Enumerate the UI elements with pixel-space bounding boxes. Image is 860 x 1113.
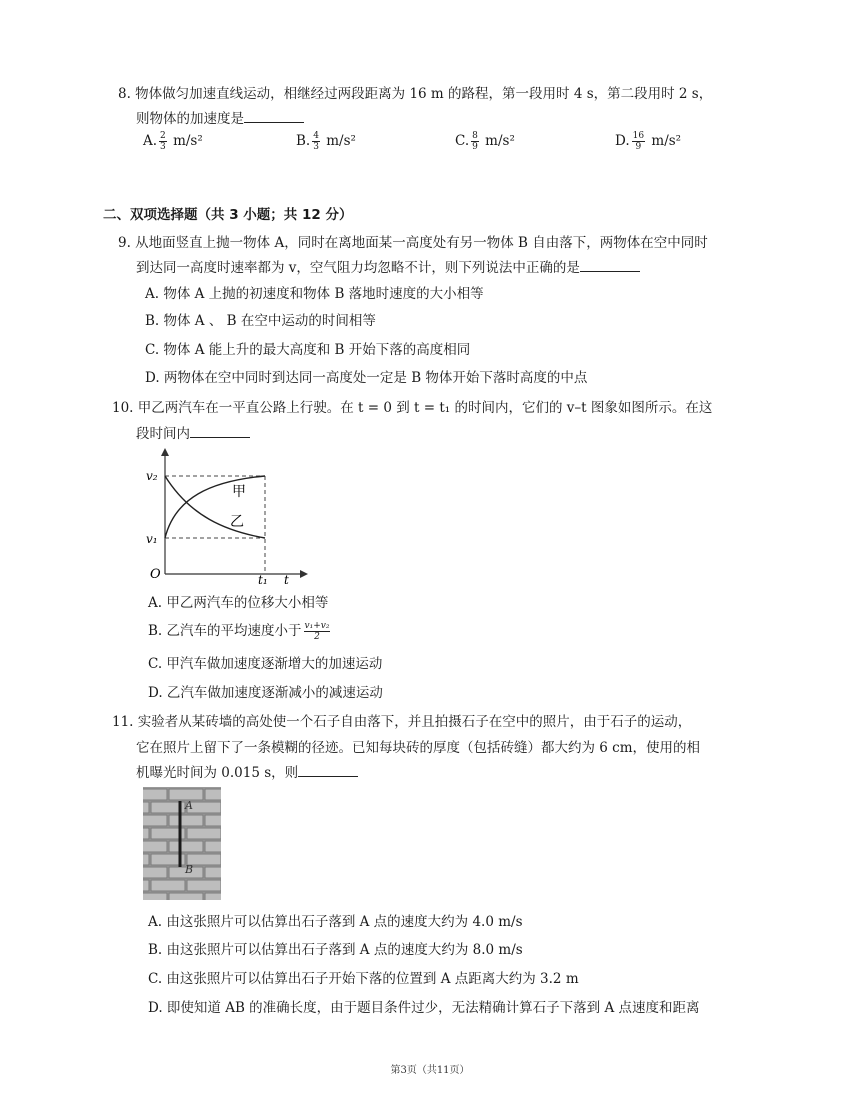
q8-answer-blank[interactable] — [244, 108, 304, 123]
q8-option-c-unit: m/s² — [485, 133, 515, 149]
label-v2: v₂ — [146, 469, 158, 483]
q11-option-c[interactable]: C. 由这张照片可以估算出石子开始下落的位置到 A 点距离大约为 3.2 m — [148, 971, 579, 987]
q8-option-b-unit: m/s² — [326, 133, 356, 149]
q8-option-a-unit: m/s² — [173, 133, 203, 149]
q11-brick-wall-photo — [143, 787, 221, 900]
label-v1: v₁ — [146, 532, 158, 546]
q10-option-c[interactable]: C. 甲汽车做加速度逐渐增大的加速运动 — [148, 656, 383, 672]
q8-option-c[interactable] — [455, 131, 515, 152]
q9-option-b[interactable]: B. 物体 A 、 B 在空中运动的时间相等 — [145, 313, 376, 329]
q11-stem-line3 — [136, 761, 358, 781]
point-b-label: B — [185, 863, 194, 876]
q8-option-a[interactable] — [143, 131, 203, 152]
q10-answer-blank[interactable] — [190, 423, 250, 438]
section-title: 二、双项选择题（共 3 小题；共 12 分） — [103, 207, 353, 223]
q8-option-d-label: D. — [615, 133, 630, 149]
curve-jia — [165, 476, 265, 538]
q9-option-c[interactable]: C. 物体 A 能上升的最大高度和 B 开始下落的高度相同 — [145, 342, 471, 358]
v-axis-arrow-icon — [161, 448, 169, 456]
label-t1: t₁ — [258, 573, 268, 586]
point-a-label: A — [185, 799, 193, 812]
q9-stem-line1: 9. 从地面竖直上抛一物体 A，同时在离地面某一高度处有另一物体 B 自由落下，两物体在空中同时 — [118, 235, 708, 251]
label-yi: 乙 — [230, 514, 244, 530]
q8-stem-line2 — [136, 107, 304, 127]
q8-option-a-fraction: $\frac{2}{3}$ — [160, 131, 166, 152]
q9-option-d[interactable]: D. 两物体在空中同时到达同一高度处一定是 B 物体开始下落时高度的中点 — [145, 370, 588, 386]
q9-stem-line2 — [136, 256, 640, 276]
q10-option-b-text: B. 乙汽车的平均速度小于 — [148, 623, 302, 639]
q8-stem-text: 则物体的加速度是 — [136, 111, 244, 127]
label-t: t — [284, 573, 289, 586]
curve-yi — [165, 476, 265, 538]
q10-stem-text: 段时间内 — [136, 426, 190, 442]
q8-option-d[interactable] — [615, 131, 681, 152]
q8-stem-line1: 8. 物体做匀加速直线运动，相继经过两段距离为 16 m 的路程，第一段用时 4 s，第二段用时 2 s， — [118, 86, 713, 102]
q11-answer-blank[interactable] — [298, 762, 358, 777]
label-origin: O — [150, 567, 161, 582]
q8-option-d-fraction: $\frac{16}{9}$ — [632, 131, 645, 152]
q8-option-d-unit: m/s² — [651, 133, 682, 149]
t-axis-arrow-icon — [300, 570, 308, 578]
q9-stem-text: 到达同一高度时速率都为 v，空气阻力均忽略不计，则下列说法中正确的是 — [136, 260, 580, 276]
label-jia: 甲 — [232, 484, 246, 500]
q8-option-b-label: B. — [296, 133, 311, 149]
q8-option-c-label: C. — [455, 133, 470, 149]
q11-option-b[interactable]: B. 由这张照片可以估算出石子落到 A 点的速度大约为 8.0 m/s — [148, 942, 523, 958]
q10-vt-graph — [140, 446, 310, 586]
q8-option-a-label: A. — [143, 133, 158, 149]
q8-option-b-fraction: $\frac{4}{3}$ — [313, 131, 319, 152]
q10-option-b[interactable] — [148, 619, 332, 642]
q11-option-a[interactable]: A. 由这张照片可以估算出石子落到 A 点的速度大约为 4.0 m/s — [148, 914, 523, 930]
q11-stem-line2: 它在照片上留下了一条模糊的径迹。已知每块砖的厚度（包括砖缝）都大约为 6 cm，使用的相 — [136, 740, 701, 756]
q10-stem-line2 — [136, 422, 250, 442]
q11-stem-line1: 11. 实验者从某砖墙的高处使一个石子自由落下，并且拍摄石子在空中的照片，由于石子的运动， — [112, 714, 692, 730]
q8-option-c-fraction: $\frac{8}{9}$ — [472, 131, 478, 152]
q8-option-b[interactable] — [296, 131, 356, 152]
q10-option-b-fraction: $\frac{\text{v₁+v₂}}{2}$ — [304, 621, 330, 642]
q10-stem-line1: 10. 甲乙两汽车在一平直公路上行驶。在 t = 0 到 t = t₁ 的时间内，它们的 v–t 图象如图所示。在这 — [112, 400, 713, 416]
q9-option-a[interactable]: A. 物体 A 上抛的初速度和物体 B 落地时速度的大小相等 — [145, 286, 484, 302]
page-footer: 第3页（共11页） — [390, 1065, 470, 1076]
q10-option-d[interactable]: D. 乙汽车做加速度逐渐减小的减速运动 — [148, 685, 383, 701]
q10-option-a[interactable]: A. 甲乙两汽车的位移大小相等 — [148, 595, 329, 611]
q11-stem-text: 机曝光时间为 0.015 s，则 — [136, 765, 299, 781]
q11-option-d[interactable]: D. 即使知道 AB 的准确长度，由于题目条件过少，无法精确计算石子下落到 A 点速度和距离 — [148, 1000, 700, 1016]
q9-answer-blank[interactable] — [580, 257, 640, 272]
